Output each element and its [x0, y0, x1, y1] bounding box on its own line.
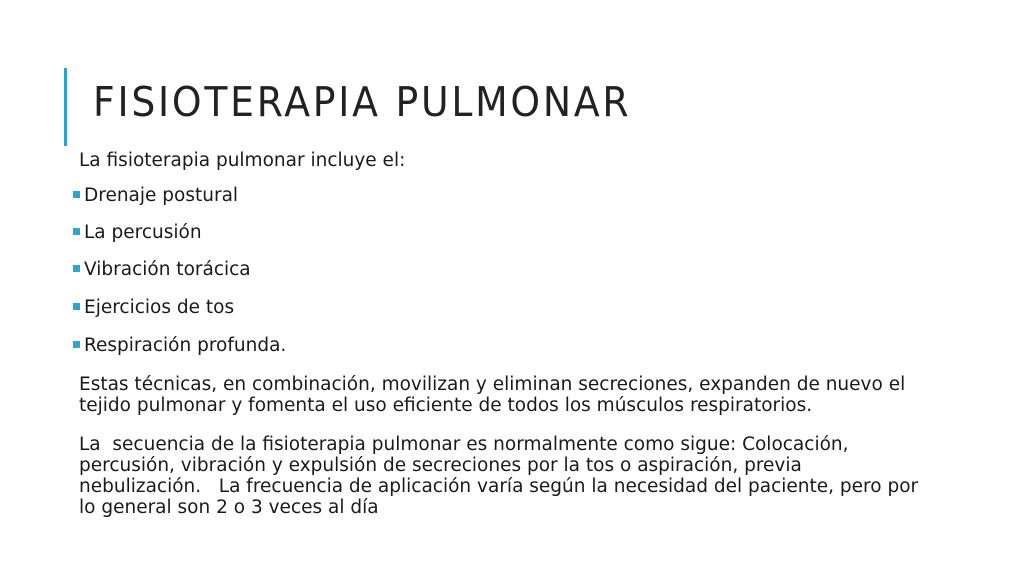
- square-bullet-icon: [73, 228, 80, 235]
- bullet-item: [73, 222, 202, 243]
- square-bullet-icon: [73, 341, 80, 348]
- square-bullet-icon: [73, 303, 80, 310]
- bullet-item: [73, 297, 234, 318]
- bullet-item: [73, 259, 251, 280]
- bullet-item: [73, 185, 238, 206]
- bullet-label: Respiración profunda.: [84, 335, 287, 356]
- bullet-label: Ejercicios de tos: [84, 297, 235, 318]
- sequence-paragraph: La secuencia de la fisioterapia pulmonar es normalmente como sigue: Colocación, percusión, vibración y expulsión de secreciones por la tos o aspiración, previa nebulización. La frecuencia de aplicación varía según la necesidad del paciente, pero por lo general son 2 o 3 veces al día: [79, 434, 925, 518]
- bullet-label: Vibración torácica: [84, 259, 251, 280]
- square-bullet-icon: [73, 265, 80, 272]
- bullet-item: [73, 335, 286, 356]
- bullet-label: Drenaje postural: [84, 185, 239, 206]
- slide-title: FISIOTERAPIA PULMONAR: [93, 78, 632, 126]
- techniques-paragraph: Estas técnicas, en combinación, movilizan y eliminan secreciones, expanden de nuevo el tejido pulmonar y fomenta el uso eficiente de todos los músculos respiratorios.: [79, 374, 906, 416]
- square-bullet-icon: [73, 191, 80, 198]
- intro-text: La fisioterapia pulmonar incluye el:: [79, 150, 406, 171]
- bullet-label: La percusión: [84, 222, 202, 243]
